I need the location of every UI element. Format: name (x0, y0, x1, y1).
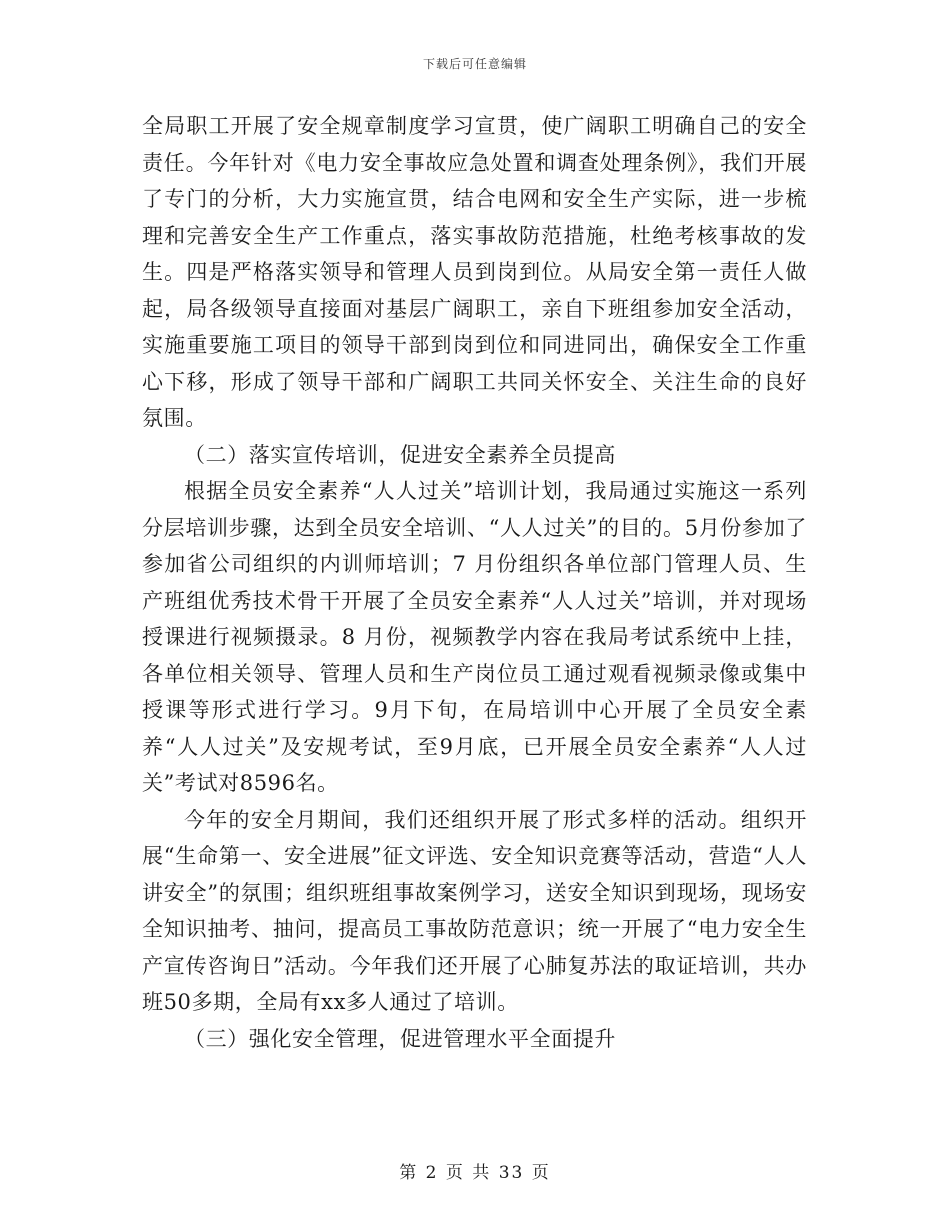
paragraph-safety-month: 今年的安全月期间，我们还组织开展了形式多样的活动。组织开展“生命第一、安全进展”征文评选、安全知识竞赛等活动，营造“人人讲安全”的氛围；组织班组事故案例学习，送安全知识到现场，现场安全知识抽考、抽问，提高员工事故防范意识；统一开展了“电力安全生产宣传咨询日”活动。今年我们还开展了心肺复苏法的取证培训，共办班50多期，全局有xx多人通过了培训。 (142, 807, 807, 1014)
section-heading-2: （二）落实宣传培训，促进安全素养全员提高 (184, 442, 616, 467)
page-header-note: 下载后可任意编辑 (422, 57, 527, 71)
paragraph-responsibility: 全局职工开展了安全规章制度学习宣贯，使广阔职工明确自己的安全责任。今年针对《电力安全事故应急处置和调查处理条例》，我们开展了专门的分析，大力实施宣贯，结合电网和安全生产实际，进一步梳理和完善安全生产工作重点，落实事故防范措施，杜绝考核事故的发生。四是严格落实领导和管理人员到岗到位。从局安全第一责任人做起，局各级领导直接面对基层广阔职工，亲自下班组参加安全活动，实施重要施工项目的领导干部到岗到位和同进同出，确保安全工作重心下移，形成了领导干部和广阔职工共同关怀安全、关注生命的良好氛围。 (142, 114, 807, 430)
section-heading-3: （三）强化安全管理，促进管理水平全面提升 (184, 1026, 616, 1051)
page-number-footer: 第 2 页 共 33 页 (399, 1163, 551, 1183)
document-body (142, 108, 807, 1057)
paragraph-training: 根据全员安全素养“人人过关”培训计划，我局通过实施这一系列分层培训步骤，达到全员安全培训、“人人过关”的目的。5月份参加了参加省公司组织的内训师培训；7 月份组织各单位部门管理人员、生产班组优秀技术骨干开展了全员安全素养“人人过关”培训，并对现场授课进行视频摄录。8 月份，视频教学内容在我局考试系统中上挂，各单位相关领导、管理人员和生产岗位员工通过观看视频录像或集中授课等形式进行学习。9月下旬，在局培训中心开展了全员安全素养“人人过关”及安规考试，至9月底，已开展全员安全素养“人人过关”考试对8596名。 (142, 479, 807, 795)
